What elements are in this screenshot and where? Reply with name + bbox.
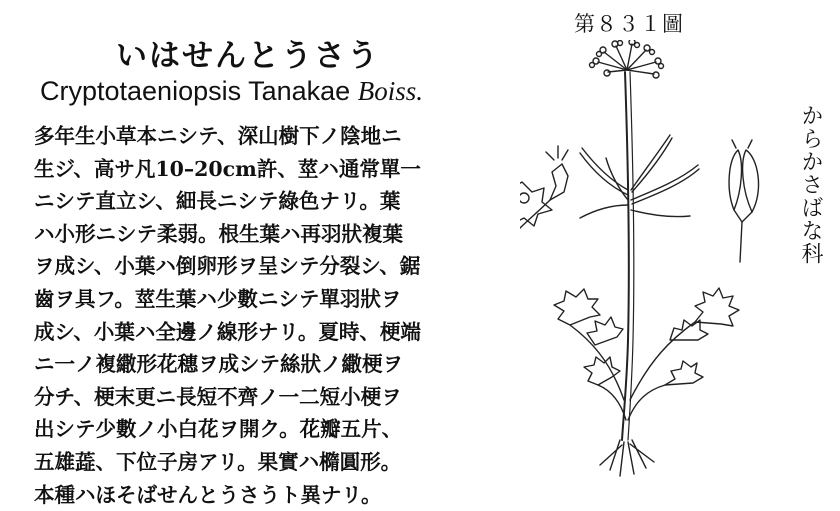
- description-line: 生ジ、高サ凡10–20cm許、莖ハ通常單一: [34, 156, 421, 181]
- roots: [600, 440, 654, 476]
- description-line: ニシテ直立シ、細長ニシテ綠色ナリ。葉: [34, 189, 401, 214]
- description-line: ハ小形ニシテ柔弱。根生葉ハ再羽狀複葉: [34, 221, 403, 246]
- scientific-name-genus-species: Cryptotaeniopsis Tanakae: [40, 76, 351, 106]
- description-line: 齒ヲ具フ。莖生葉ハ少數ニシテ單羽狀ヲ: [34, 286, 402, 311]
- description-text: [34, 120, 514, 511]
- scientific-name-author: Boiss.: [357, 76, 423, 106]
- description-line: 分チ、梗末更ニ長短不齊ノ一二短小梗ヲ: [34, 384, 402, 409]
- family-label: からかさばな科: [798, 104, 823, 265]
- scientific-name: [40, 76, 423, 107]
- plate-number: 第８３１圖: [574, 12, 684, 36]
- description-line: 多年生小草本ニシテ、深山樹下ノ陰地ニ: [34, 124, 402, 148]
- description-line: 成シ、小葉ハ全邊ノ線形ナリ。夏時、梗端: [34, 319, 421, 344]
- description-line: ヲ成シ、小葉ハ倒卵形ヲ呈シテ分裂シ、鋸: [34, 254, 421, 279]
- description-line: 本種ハほそばせんとうさうト異ナリ。: [34, 482, 382, 507]
- page-title: いはせんとうさう: [116, 38, 380, 74]
- basal-leaves: [554, 288, 739, 420]
- main-stem: [622, 72, 629, 440]
- flower-detail-icon: [520, 146, 568, 230]
- description-line: 出シテ少數ノ小白花ヲ開ク。花瓣五片、: [34, 417, 403, 442]
- umbel-flowers: [590, 40, 664, 78]
- description-line: ニ一ノ複繖形花穗ヲ成シテ絲狀ノ繖梗ヲ: [34, 352, 403, 377]
- plant-illustration: [520, 40, 800, 480]
- stem-leaves: [580, 135, 699, 218]
- description-line: 五雄蕋、下位子房アリ。果實ハ橢圓形。: [34, 449, 402, 474]
- fruit-detail-icon: [729, 140, 758, 262]
